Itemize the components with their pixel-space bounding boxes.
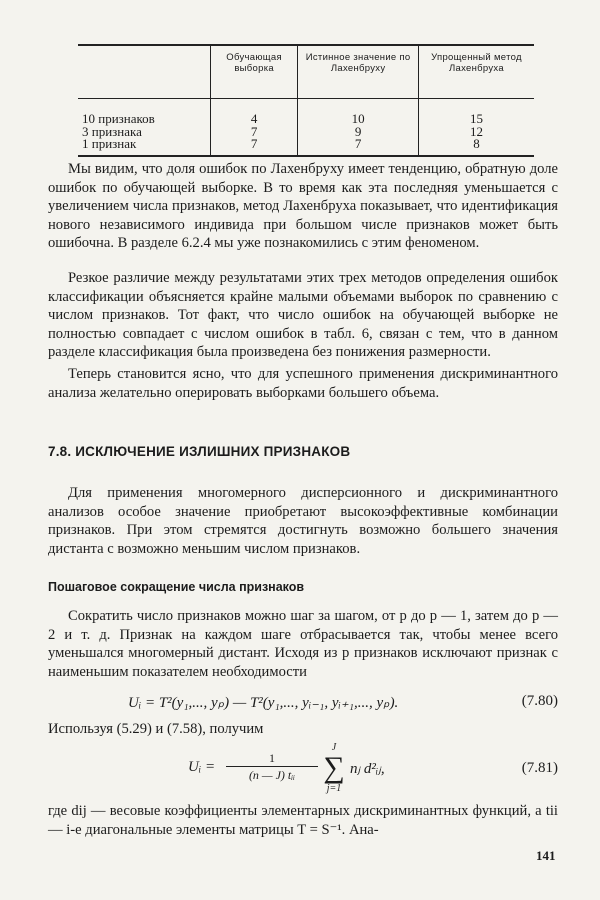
section-heading: 7.8. ИСКЛЮЧЕНИЕ ИЗЛИШНИХ ПРИЗНАКОВ (48, 444, 351, 459)
equation-rhs: nⱼ d²ᵢⱼ, (350, 761, 385, 777)
paragraph-weights-definition: где dij — весовые коэффициенты элементарных дискриминантных функций, а tii — i-е диагональные элементы матрицы T = S⁻¹. Ана- (48, 803, 558, 838)
table-cell-label: 1 признак (82, 136, 137, 151)
table-cell-simplified: 8 (418, 138, 534, 156)
table-cell-simplified: 15 (418, 99, 534, 126)
paragraph-using-references: Используя (5.29) и (7.58), получим (48, 721, 264, 737)
sum-upper-limit: J (331, 742, 337, 753)
fraction-denominator: (n — J) tᵢᵢ (248, 768, 296, 782)
paragraph-stepwise-reduction: Сократить число признаков можно шаг за шагом, от p до p — 1, затем до p — 2 и т. д. Признак на каждом шаге отбрасывается так, чтобы менее всего уменьшался многомерный дистант. Исходя из p признаков исключают признак с наименьшим показателем необходимости (48, 608, 558, 680)
results-table (78, 44, 534, 157)
table-cell-simplified: 12 (418, 126, 534, 139)
table-row (78, 138, 534, 156)
results-table-wrapper (78, 44, 534, 157)
table-cell-training: 7 (211, 126, 298, 139)
table-header-training: Обучающая выборка (211, 45, 298, 99)
table-cell-true-value: 9 (298, 126, 419, 139)
table-cell-true-value: 7 (298, 138, 419, 156)
summation (322, 742, 346, 794)
sigma-icon: ∑ (323, 751, 345, 784)
subsection-heading: Пошаговое сокращение числа признаков (48, 580, 305, 594)
table-header-true-value: Истинное значение по Лахенбруху (298, 45, 419, 99)
equation-fraction (224, 750, 320, 783)
table-cell-label: 3 признака (82, 123, 142, 139)
table-cell-training: 4 (211, 99, 298, 126)
equation-7-81 (48, 742, 558, 800)
equation-number: (7.81) (521, 760, 558, 776)
equation-formula: Uᵢ = T²(y₁,..., yₚ) — T²(y₁,..., yᵢ₋₁, yᵢ₊₁,..., yₚ). (128, 695, 399, 711)
table-header-simplified: Упрощенный метод Лахенбруха (418, 45, 534, 99)
table-row (78, 126, 534, 139)
equation-lhs: Uᵢ = (188, 759, 216, 775)
table-header-row (78, 45, 534, 99)
paragraph-section-intro: Для применения многомерного дисперсионного и дискриминантного анализов особое значение приобретают высокоэффективные комбинации признаков. При этом стремятся достигнуть возможно большего значения дистанта с возможно меньшим числом признаков. (48, 485, 558, 557)
table-row (78, 99, 534, 126)
table-cell-label: 10 признаков (82, 111, 155, 126)
paragraph-lachenbruch-trend: Мы видим, что доля ошибок по Лахенбруху имеет тенденцию, обратную доле ошибок по обучающей выборке. В то время как эта последняя уменьшается с увеличением числа признаков, метод Лахенбруха показывает, что идентификация нового независимого индивида при большом числе признаков может быть ошибочна. В разделе 6.2.4 мы уже познакомились с этим феноменом. (48, 161, 558, 252)
paragraph-conclusion: Теперь становится ясно, что для успешного применения дискриминантного анализа желательно оперировать выборками большего объема. (48, 366, 558, 401)
sum-lower-limit: j=1 (326, 783, 342, 794)
fraction-numerator: 1 (269, 751, 275, 765)
equation-number: (7.80) (521, 693, 558, 709)
table-cell-training: 7 (211, 138, 298, 156)
paragraph-error-difference: Резкое различие между результатами этих трех методов определения ошибок классификации объясняется крайне малыми объемами выборок по сравнению с числом признаков. Тот факт, что число ошибок на обучающей выборке не полностью совпадает с числом ошибок в табл. 6, связан с тем, что в данном разделе классификация была произведена без понижения размерности. (48, 270, 558, 361)
equation-7-80 (48, 693, 558, 715)
page-number: 141 (536, 848, 556, 863)
table-cell-true-value: 10 (298, 99, 419, 126)
table-header-empty (78, 45, 211, 99)
